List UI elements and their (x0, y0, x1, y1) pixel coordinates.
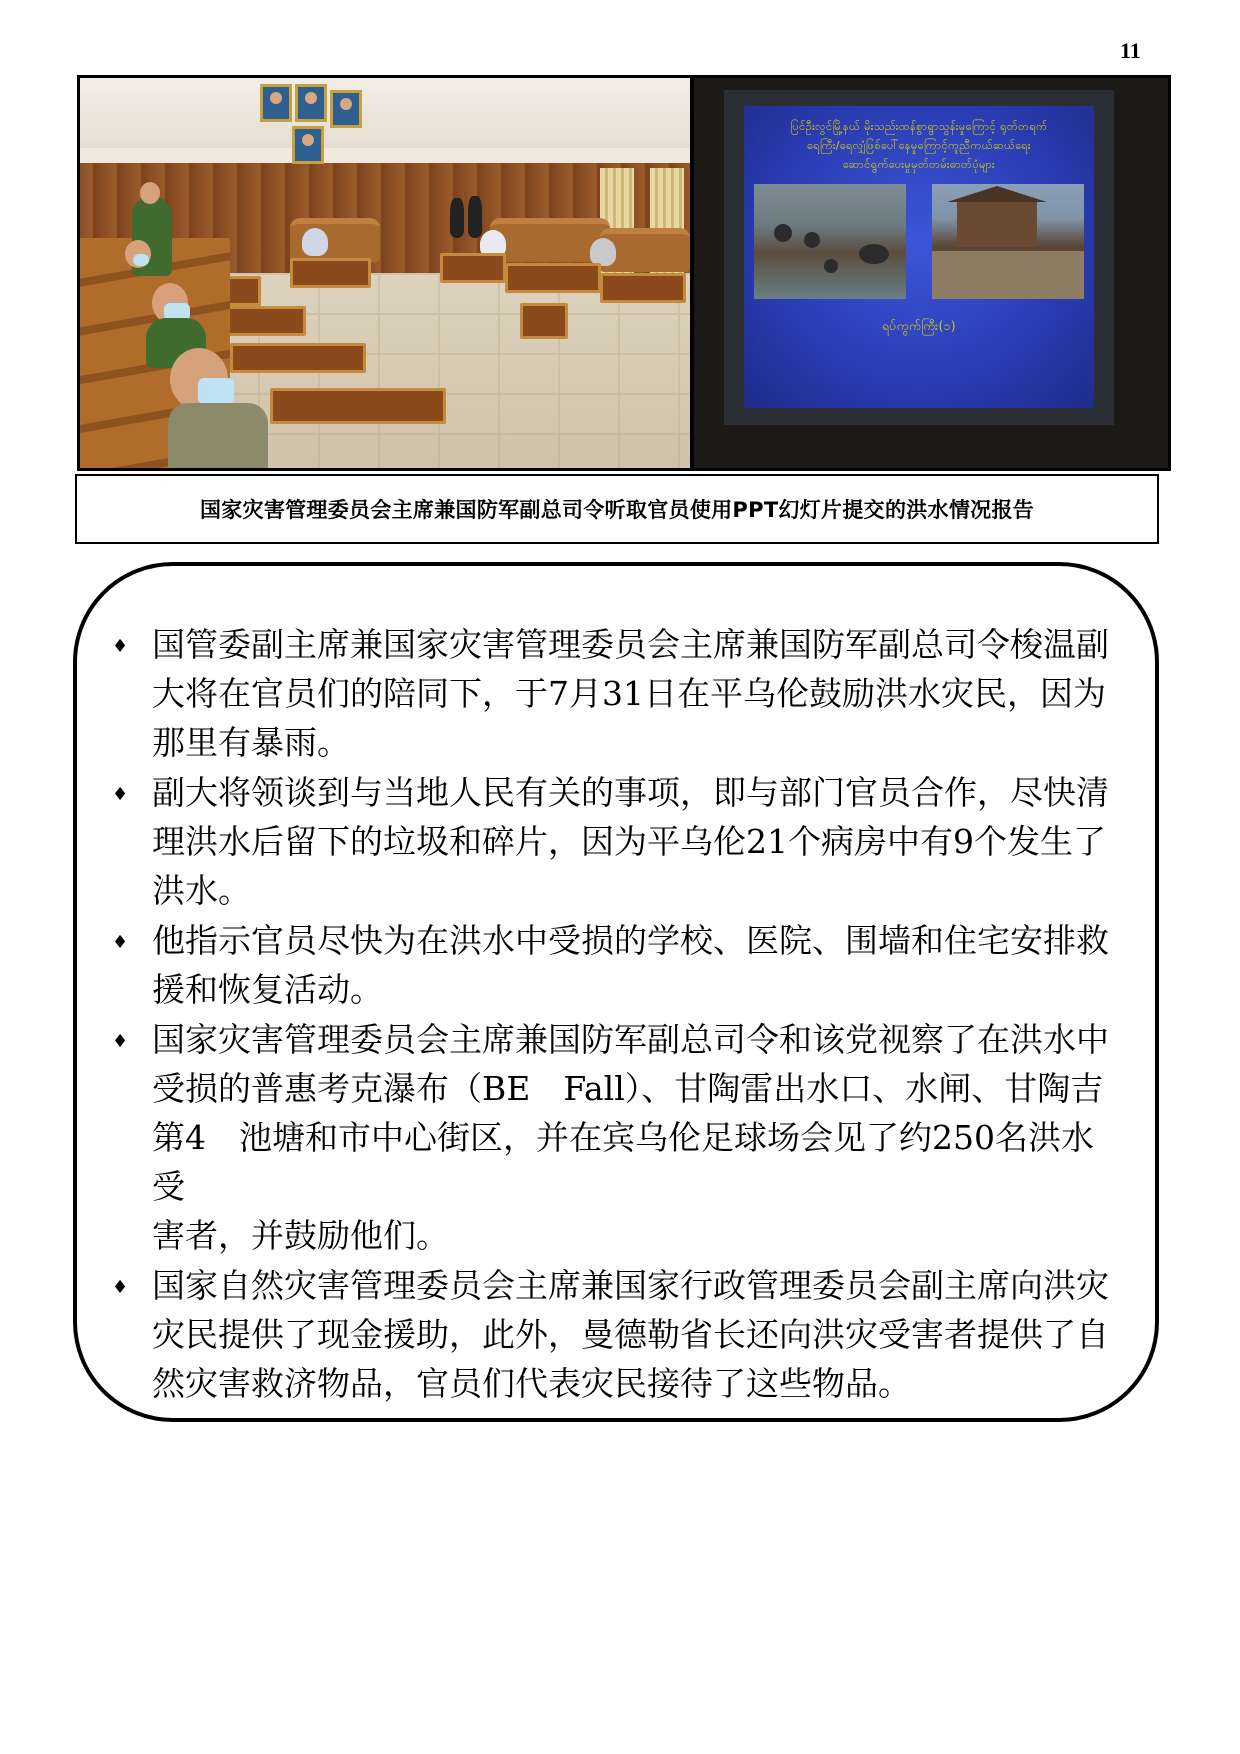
bullet-line: 洪水。 (152, 871, 251, 910)
meeting-room-photo (80, 78, 690, 468)
slide-title-line-2: ရေကြီး/ရေလျှံဖြစ်ပေါ်နေမှုကြောင့်ကူညီကယ်ဆယ်ရေး (807, 139, 1031, 152)
list-item (110, 1261, 1125, 1408)
bullet-line: 第4 池塘和市中心街区，并在宾乌伦足球场会见了约250名洪水受 (152, 1118, 1094, 1206)
list-item (110, 768, 1125, 915)
projector-slide-photo (694, 78, 1168, 468)
slide-title-line-3: ဆောင်ရွက်ပေးမှုမှတ်တမ်းဓာတ်ပုံများ (842, 158, 996, 171)
list-item (110, 1015, 1125, 1260)
diamond-bullet-icon: ♦ (112, 1031, 129, 1052)
bullet-line: 援和恢复活动。 (152, 970, 383, 1009)
diamond-bullet-icon: ♦ (112, 636, 129, 657)
bullet-line: 国家灾害管理委员会主席兼国防军副总司令和该党视察了在洪水中 (152, 1020, 1109, 1059)
bullet-line: 受损的普惠考克瀑布（BE Fall）、甘陶雷出水口、水闸、甘陶吉 (152, 1069, 1104, 1108)
bullet-line: 副大将领谈到与当地人民有关的事项，即与部门官员合作，尽快清 (152, 773, 1109, 812)
slide-footer: ရပ်ကွက်ကြီး(၁) (881, 319, 957, 333)
presentation-slide (744, 106, 1094, 408)
bullet-line: 国管委副主席兼国家灾害管理委员会主席兼国防军副总司令梭温副 (152, 625, 1109, 664)
slide-title-line-1: ပြင်ဦးလွင်မြို့နယ် မိုးသည်းထန်စွာရွာသွန်းမှုကြောင့် ရုတ်တရက် (790, 120, 1048, 133)
bullet-line: 理洪水后留下的垃圾和碎片，因为平乌伦21个病房中有9个发生了 (152, 822, 1106, 861)
flood-photo-2 (932, 184, 1084, 299)
flood-photo-1 (754, 184, 906, 299)
bullet-line: 大将在官员们的陪同下，于7月31日在平乌伦鼓励洪水灾民，因为 (152, 674, 1106, 713)
bullet-line: 灾民提供了现金援助，此外，曼德勒省长还向洪灾受害者提供了自 (152, 1315, 1109, 1354)
diamond-bullet-icon: ♦ (112, 932, 129, 953)
bullet-line: 害者，并鼓励他们。 (152, 1216, 449, 1255)
list-item (110, 916, 1125, 1014)
bullet-line: 他指示官员尽快为在洪水中受损的学校、医院、围墙和住宅安排救 (152, 921, 1109, 960)
page-number: 11 (1120, 38, 1141, 63)
bullet-line: 然灾害救济物品，官员们代表灾民接待了这些物品。 (152, 1364, 911, 1403)
diamond-bullet-icon: ♦ (112, 1277, 129, 1298)
bullet-line: 那里有暴雨。 (152, 723, 350, 762)
photo-caption: 国家灾害管理委员会主席兼国防军副总司令听取官员使用PPT幻灯片提交的洪水情况报告 (75, 474, 1159, 544)
bullet-line: 国家自然灾害管理委员会主席兼国家行政管理委员会副主席向洪灾 (152, 1266, 1109, 1305)
photo-frame (77, 75, 1171, 471)
diamond-bullet-icon: ♦ (112, 784, 129, 805)
list-item (110, 620, 1125, 767)
bullet-list (110, 620, 1125, 1409)
